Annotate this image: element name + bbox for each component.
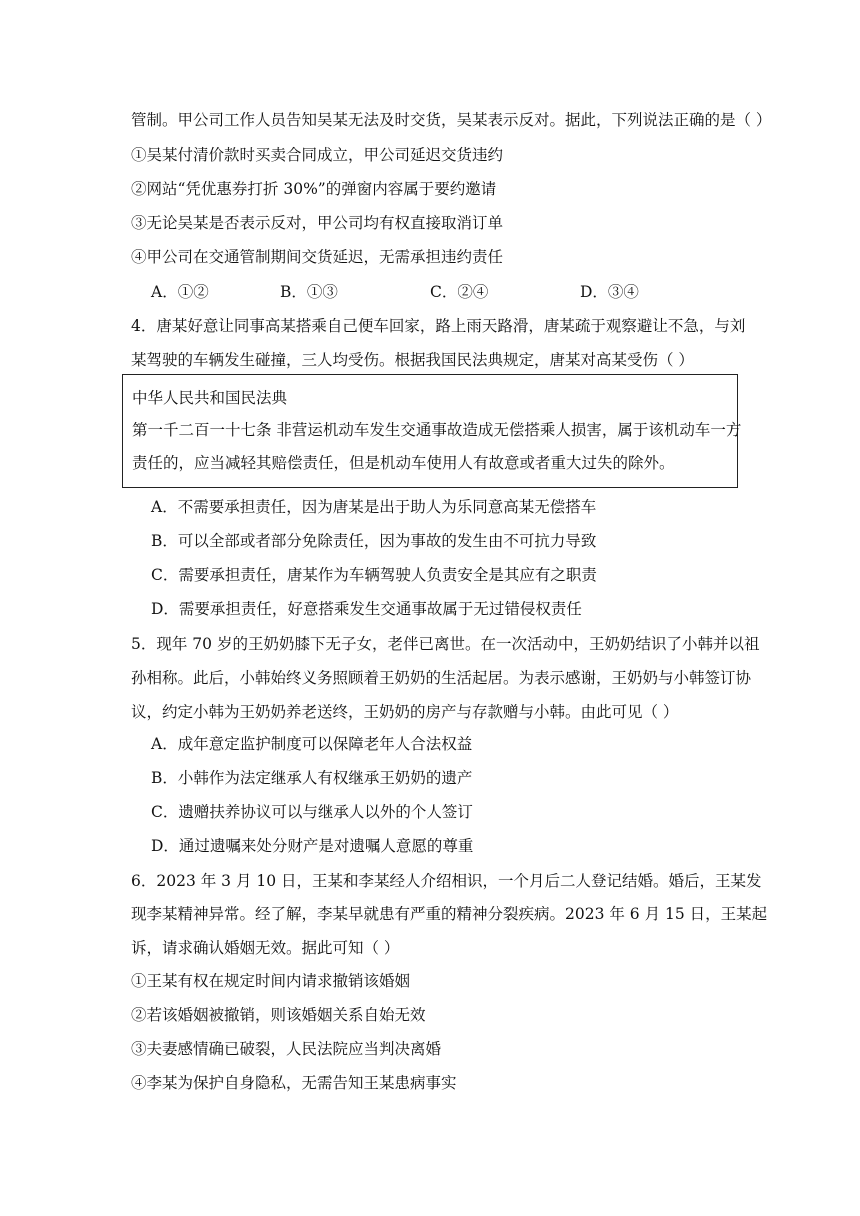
q4-stem-line-2: 某驾驶的车辆发生碰撞，三人均受伤。根据我国民法典规定，唐某对高某受伤（ ）	[131, 351, 694, 369]
q5-stem-line-3: 议，约定小韩为王奶奶养老送终，王奶奶的房产与存款赠与小韩。由此可见（ ）	[131, 703, 679, 721]
law-title: 中华人民共和国民法典	[132, 389, 288, 407]
q3-option-d: D．③④	[580, 283, 639, 301]
q6-item-2: ②若该婚姻被撤销，则该婚姻关系自始无效	[131, 1006, 426, 1024]
q3-option-a: A．①②	[151, 283, 209, 301]
q3-item-1: ①吴某付清价款时买卖合同成立，甲公司延迟交货违约	[131, 146, 504, 164]
q6-item-4: ④李某为保护自身隐私，无需告知王某患病事实	[131, 1074, 457, 1092]
q4-option-a: A．不需要承担责任，因为唐某是出于助人为乐同意高某无偿搭车	[151, 498, 597, 516]
q4-option-c: C．需要承担责任，唐某作为车辆驾驶人负责安全是其应有之职责	[151, 566, 597, 584]
q3-option-b: B．①③	[280, 283, 338, 301]
q5-option-d: D．通过遗嘱来处分财产是对遗嘱人意愿的尊重	[151, 837, 474, 855]
q6-stem-line-3: 诉，请求确认婚姻无效。据此可知（ ）	[131, 939, 400, 957]
q3-stem-tail: 管制。甲公司工作人员告知吴某无法及时交货，吴某表示反对。据此，下列说法正确的是（ ）	[131, 111, 772, 129]
q5-stem-line-1: 5．现年 70 岁的王奶奶膝下无子女，老伴已离世。在一次活动中，王奶奶结识了小韩并以祖	[131, 635, 760, 653]
law-article-line-1: 第一千二百一十七条 非营运机动车发生交通事故造成无偿搭乘人损害，属于该机动车一方	[132, 421, 742, 439]
q6-item-1: ①王某有权在规定时间内请求撤销该婚姻	[131, 972, 411, 990]
q4-law-excerpt-box	[122, 374, 742, 488]
q4-option-d: D．需要承担责任，好意搭乘发生交通事故属于无过错侵权责任	[151, 600, 582, 618]
law-article-line-2: 责任的，应当减轻其赔偿责任，但是机动车使用人有故意或者重大过失的除外。	[132, 454, 675, 472]
q3-option-c: C．②④	[430, 283, 489, 301]
q6-item-3: ③夫妻感情确已破裂，人民法院应当判决离婚	[131, 1040, 442, 1058]
q5-option-c: C．遗赠扶养协议可以与继承人以外的个人签订	[151, 803, 473, 821]
q6-stem-line-2: 现李某精神异常。经了解，李某早就患有严重的精神分裂疾病。2023 年 6 月 15 日，王某起	[131, 905, 768, 923]
q3-item-2: ②网站“凭优惠券打折 30%”的弹窗内容属于要约邀请	[131, 180, 497, 198]
q4-option-b: B．可以全部或者部分免除责任，因为事故的发生由不可抗力导致	[151, 532, 597, 550]
q4-stem-line-1: 4．唐某好意让同事高某搭乘自己便车回家，路上雨天路滑，唐某疏于观察避让不急，与刘	[131, 317, 746, 335]
q5-option-a: A．成年意定监护制度可以保障老年人合法权益	[151, 735, 473, 753]
q3-item-3: ③无论吴某是否表示反对，甲公司均有权直接取消订单	[131, 214, 504, 232]
q6-stem-line-1: 6．2023 年 3 月 10 日，王某和李某经人介绍相识，一个月后二人登记结婚。婚后，王某发	[131, 872, 762, 890]
q5-option-b: B．小韩作为法定继承人有权继承王奶奶的遗产	[151, 769, 473, 787]
q5-stem-line-2: 孙相称。此后，小韩始终义务照顾着王奶奶的生活起居。为表示感谢，王奶奶与小韩签订协	[131, 669, 752, 687]
q3-item-4: ④甲公司在交通管制期间交货延迟，无需承担违约责任	[131, 248, 504, 266]
